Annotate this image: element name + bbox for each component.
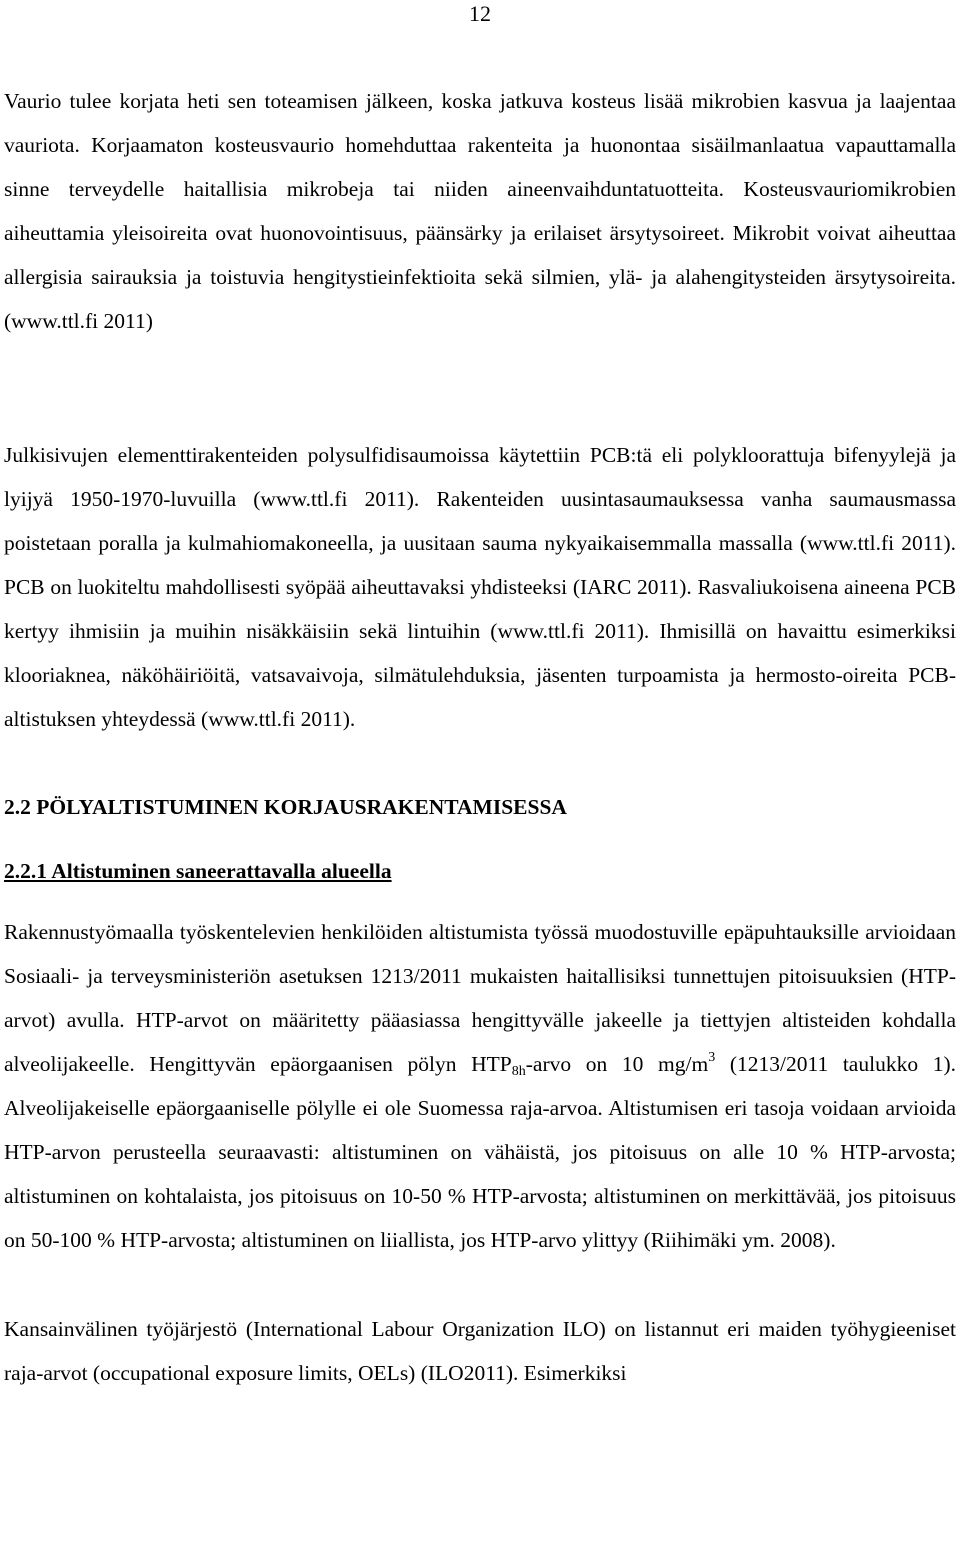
htp-text-part-3: (1213/2011 taulukko 1). Alveolijakeiselle epäorgaaniselle pölylle ei ole Suomessa raja-arvoa. Altistumisen eri tasoja voidaan arvioida HTP-arvon perusteella seuraavasti: altistuminen on vähäistä, jos pitoisuus on alle 10 % HTP-arvosta; altistuminen on kohtalaista, jos pitoisuus on 10-50 % HTP-arvosta; altistuminen on merkittävää, jos pitoisuus on 50-100 % HTP-arvosta; altistuminen on liiallista, jos HTP-arvo ylittyy (Riihimäki ym. 2008). [4, 1052, 957, 1252]
page-number: 12 [469, 1, 491, 26]
paragraph-pcb-sealants: Julkisivujen elementtirakenteiden polysulfidisaumoissa käytettiin PCB:tä eli polykloorattuja bifenyylejä ja lyijyä 1950-1970-luvuilla (www.ttl.fi 2011). Rakenteiden uusintasaumauksessa vanha saumausmassa poistetaan poralla ja kulmahiomakoneella, ja uusitaan sauma nykyaikaisemmalla massalla (www.ttl.fi 2011). PCB on luokiteltu mahdollisesti syöpää aiheuttavaksi yhdisteeksi (IARC 2011). Rasvaliukoisena aineena PCB kertyy ihmisiin ja muihin nisäkkäisiin sekä lintuihin (www.ttl.fi 2011). Ihmisillä on havaittu esimerkiksi klooriaknea, näköhäiriöitä, vatsavaivoja, silmätulehduksia, jäsenten turpoamista ja hermosto-oireita PCB-altistuksen yhteydessä (www.ttl.fi 2011). [4, 443, 956, 731]
htp-subscript: 8h [511, 1064, 526, 1079]
paragraph-moisture-damage: Vaurio tulee korjata heti sen toteamisen jälkeen, koska jatkuva kosteus lisää mikrobien kasvua ja laajentaa vauriota. Korjaamaton kosteusvaurio homehduttaa rakenteita ja huonontaa sisäilmanlaatua vapauttamalla sinne terveydelle haitallisia mikrobeja tai niiden aineenvaihduntatuotteita. Kosteusvauriomikrobien aiheuttamia yleisoireita ovat huonovointisuus, päänsärky ja erilaiset ärsytysoireet. Mikrobit voivat aiheuttaa allergisia sairauksia ja toistuvia hengitystieinfektioita sekä silmien, ylä- ja alahengitysteiden ärsytysoireita. (www.ttl.fi 2011) [4, 89, 956, 333]
unit-superscript: 3 [708, 1050, 716, 1065]
htp-text-part-2: -arvo on 10 mg/m [525, 1052, 709, 1076]
paragraph-ilo-limits: Kansainvälinen työjärjestö (International Labour Organization ILO) on listannut eri maiden työhygieeniset raja-arvot (occupational exposure limits, OELs) (ILO2011). Esimerkiksi [4, 1317, 956, 1385]
htp-text-part-1: Rakennustyömaalla työskentelevien henkilöiden altistumista työssä muodostuville epäpuhtauksille arvioidaan Sosiaali- ja terveysministeriön asetuksen 1213/2011 mukaisten haitallisiksi tunnettujen pitoisuuksien (HTP-arvot) avulla. HTP-arvot on määritetty pääasiassa hengittyvälle jakeelle ja tiettyjen altisteiden kohdalla alveolijakeelle. Hengittyvän epäorgaanisen pölyn HTP [4, 920, 956, 1076]
document-body [4, 79, 956, 1395]
paragraph-htp-exposure [4, 910, 956, 1262]
section-heading: 2.2 PÖLYALTISTUMINEN KORJAUSRAKENTAMISESSA [4, 795, 567, 819]
subsection-heading: 2.2.1 Altistuminen saneerattavalla alueella [4, 859, 392, 883]
